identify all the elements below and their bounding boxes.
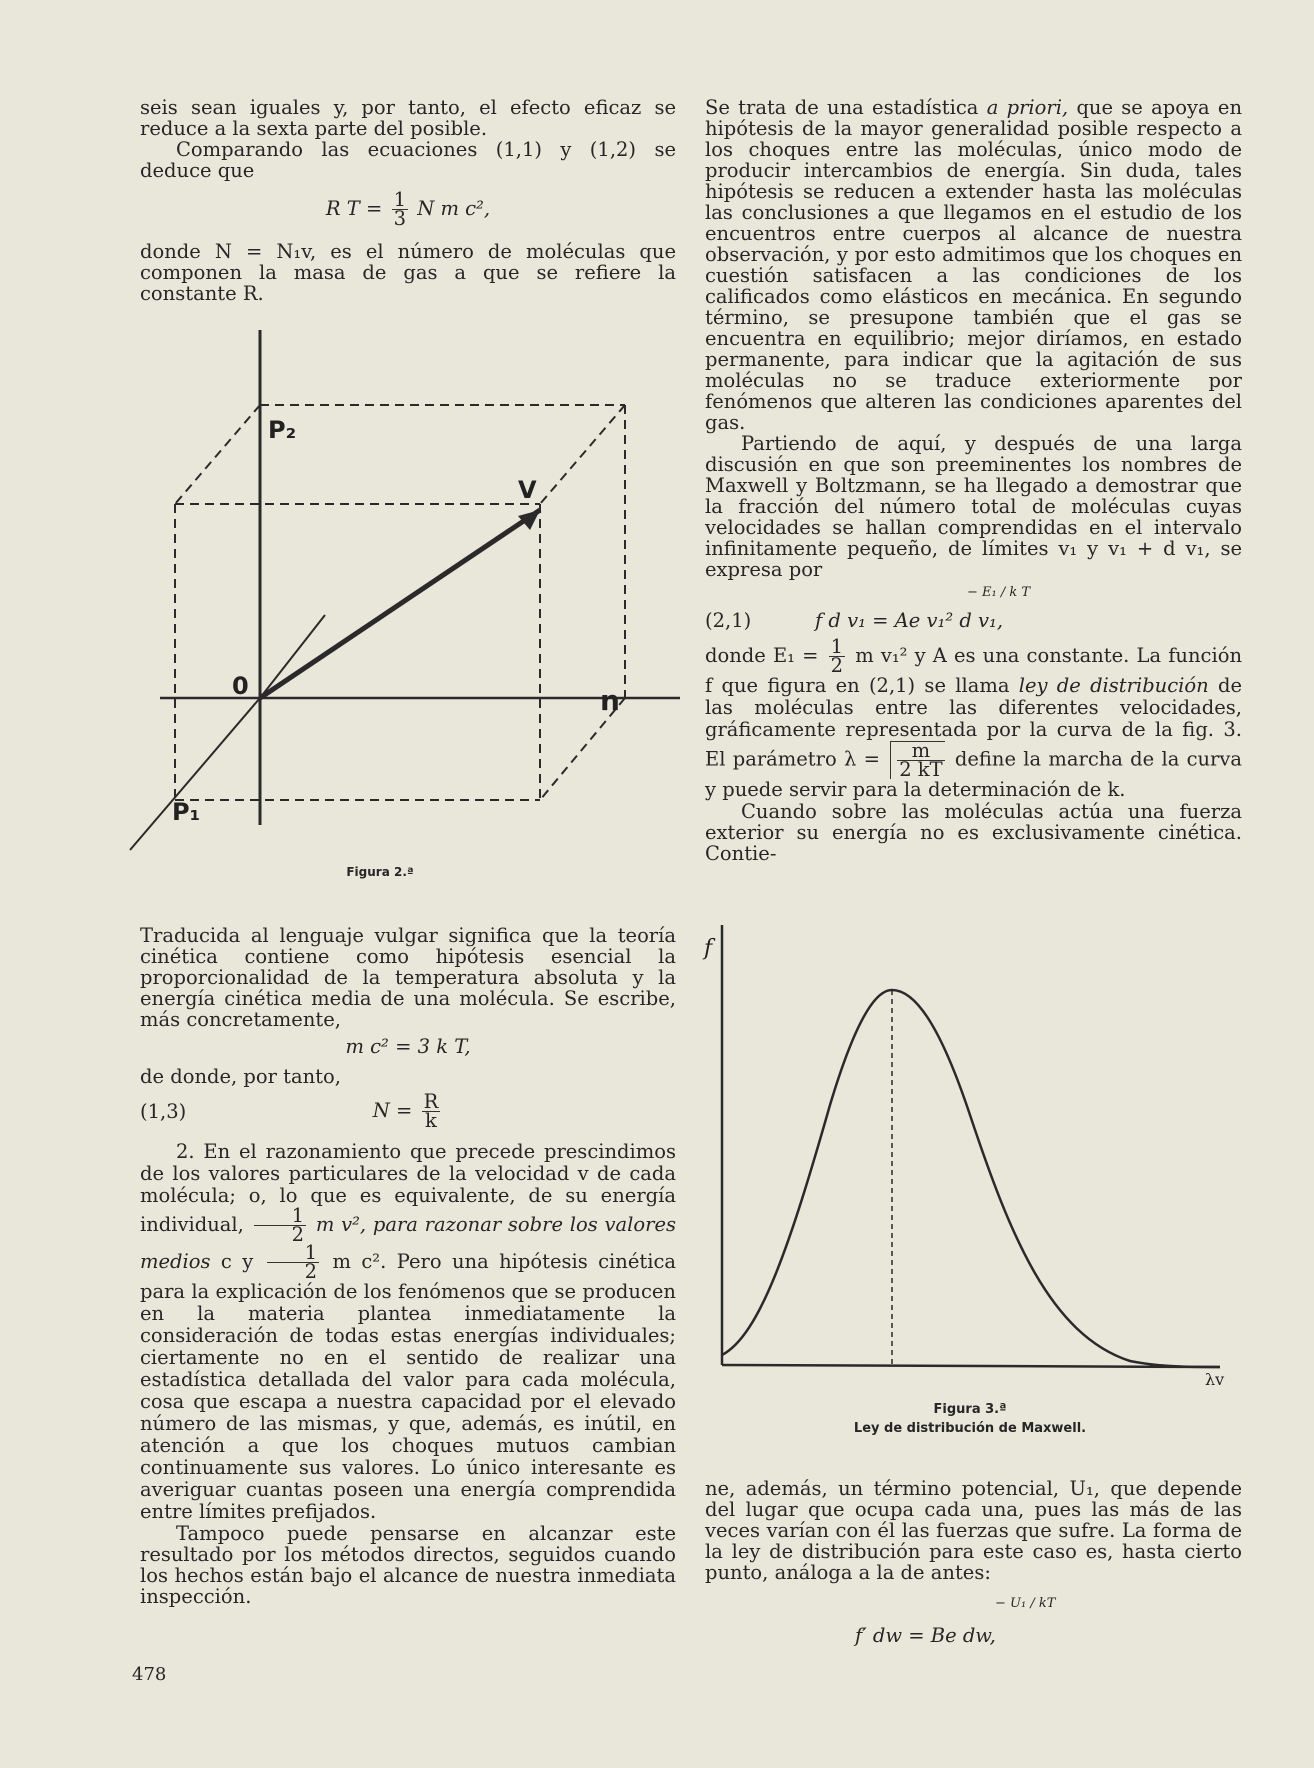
eq-lhs: N = (372, 1099, 413, 1122)
vector-v (260, 510, 540, 698)
figure-2-caption: Figura 2.ª (346, 865, 414, 879)
x-axis (722, 1365, 1220, 1367)
eq-label: (1,3) (140, 1100, 187, 1123)
paragraph (705, 635, 1243, 801)
equation-1-1 (140, 181, 676, 241)
paragraph: de donde, por tanto, (140, 1065, 341, 1088)
text: a priori, (986, 96, 1069, 119)
equation-kinetic (140, 1030, 676, 1066)
left-column-bottom (140, 925, 676, 1607)
page-number: 478 (132, 1664, 167, 1685)
sqrt-fraction: $\frac{m}{2 kT}$ (890, 741, 944, 779)
fraction: $\frac{1}{3}$ (393, 188, 406, 230)
eq-exponent: − U₁ / kT (995, 1596, 1056, 1611)
left-column-top (140, 97, 676, 304)
label-n: n (600, 684, 620, 717)
text: m v², para razonar sobre los valores medios (140, 1213, 676, 1273)
eq-text: f d v₁ = Ae v₁² d v₁, (815, 609, 1004, 632)
paragraph: Traducida al lenguaje vulgar significa que la teoría cinética contiene como hipótesis esencial la proporcionalidad de la temperatura absoluta y la energía cinética media de una molécula. Se escribe, más concretamente, (140, 924, 676, 1031)
paragraph: Partiendo de aquí, y después de una larga discusión en que son preeminentes los nombres de Maxwell y Boltzmann, se ha llegado a demostrar que la fracción del número total de moléculas cuyas velocidades se hallan comprendidas en el intervalo infinitamente pequeño, de límites v₁ y v₁ + d v₁, se expresa por (705, 432, 1242, 581)
fraction: $\frac{1}{2}$ (267, 1244, 319, 1281)
paragraph: Comparando las ecuaciones (1,1) y (1,2) se deduce que (140, 138, 676, 182)
label-v: V (518, 476, 537, 504)
paragraph (140, 1141, 676, 1523)
paragraph (705, 97, 1242, 433)
text: m c². Pero una hipótesis cinética para la explicación de los fenómenos que se producen en la materia plantea inmediatamente la consideración de todas estas energías individuales; ciertamente no en el sentido de realizar una estadística detallada del valor para cada molécula, cosa que escapa a nuestra capacidad por el elevado número de las mismas, y que, además, es inútil, en atención a que los choques mutuos cambian continuamente sus valores. Lo único interesante es averiguar cuantas poseen una energía comprendida entre límites prefijados. (140, 1250, 677, 1523)
x-axis-label: λv (1205, 1370, 1225, 1389)
label-p2: P₂ (268, 416, 297, 444)
eq-lhs: R T = (325, 197, 383, 220)
text: c y (220, 1250, 254, 1273)
text: ley de distribución (1018, 674, 1209, 697)
eq-text: m c² = 3 k T, (345, 1035, 471, 1058)
text: m v₁² y A es una constante. La función f que figura en (2,1) se llama (705, 644, 1243, 697)
eq-rhs: N m c², (417, 197, 491, 220)
paragraph: ne, además, un término potencial, U₁, que depende del lugar que ocupa cada una, pues las más de las veces varían con él las fuerzas que sufre. La forma de la ley de distribución para este caso es, hasta cierto punto, análoga a la de antes: (705, 1477, 1242, 1584)
y-axis-label: f (704, 936, 713, 961)
figure-3-title: Figura 3.ª (933, 1402, 1007, 1417)
paragraph: Cuando sobre las moléculas actúa una fuerza exterior su energía no es exclusivamente cinética. Contie- (705, 800, 1242, 865)
text: Se trata de una estadística (705, 96, 979, 119)
text: 2. En el razonamiento que precede prescindimos de los valores particulares de la velocidad v de cada molécula; o, lo que es equivalente, de su energía individual, (140, 1140, 676, 1236)
figure-3-subtitle: Ley de distribución de Maxwell. (853, 1421, 1087, 1436)
text: donde E₁ = (705, 644, 819, 667)
figure-3-caption (800, 1402, 1140, 1436)
fraction: $\frac{1}{2}$ (830, 635, 844, 677)
right-column-top (705, 97, 1242, 864)
figure-3 (700, 915, 1240, 1389)
fraction: $\frac{1}{2}$ (254, 1207, 306, 1244)
equation-1-3 (140, 1087, 676, 1141)
figure-2 (120, 320, 680, 826)
eq-label: (2,1) (705, 609, 752, 632)
equation-potential (705, 1583, 1242, 1663)
label-o: 0 (232, 672, 249, 700)
eq-text: f′ dw = Be dw, (855, 1624, 996, 1647)
fraction: $\frac{R}{k}$ (423, 1090, 439, 1132)
paragraph: Tampoco puede pensarse en alcanzar este resultado por los métodos directos, seguidos cuando los hechos están bajo el alcance de nuestra inmediata inspección. (140, 1522, 676, 1608)
eq-exponent: − E₁ / k T (967, 585, 1031, 600)
equation-2-1 (705, 580, 1242, 638)
paragraph: donde N = N₁v, es el número de moléculas que componen la masa de gas a que se refiere la constante R. (140, 240, 676, 305)
paragraph: seis sean iguales y, por tanto, el efecto eficaz se reduce a la sexta parte del posible. (140, 96, 676, 140)
maxwell-curve (722, 990, 1220, 1367)
text: de las moléculas entre las diferentes velocidades, gráficamente representada por la curva de la fig. 3. El parámetro λ = (705, 674, 1242, 771)
label-p1: P₁ (172, 798, 201, 826)
text: que se apoya en hipótesis de la mayor generalidad posible respecto a los choques entre las moléculas, único modo de producir intercambios de energía. Sin duda, tales hipótesis se reducen a extender hasta las moléculas las conclusiones a que llegamos en el estudio de los encuentros entre cuerpos al alcance de nuestra observación, y por esto admitimos que los choques en cuestión satisfacen a las condiciones de los calificados como elásticos en mecánica. En segundo término, se presupone también que el gas se encuentra en equilibrio; mejor diríamos, en estado permanente, para indicar que la agitación de sus moléculas no se traduce exteriormente por fenómenos que alteren las condiciones aparentes del gas. (705, 96, 1242, 434)
text: define la marcha de la curva y puede servir para la determinación de k. (705, 747, 1243, 801)
right-column-bottom (705, 1478, 1242, 1663)
axis-diagonal (130, 698, 260, 850)
